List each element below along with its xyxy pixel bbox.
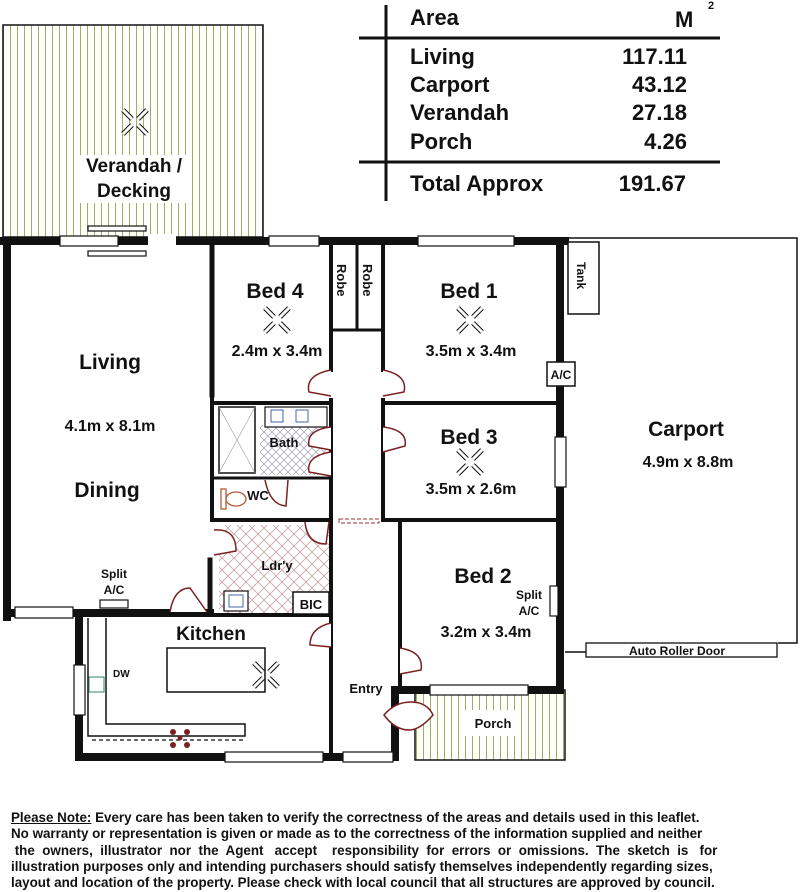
- ceiling-fan-icon: [265, 308, 289, 332]
- bed4-label: Bed 4: [246, 280, 304, 303]
- verandah-decking: [3, 25, 263, 237]
- laundry-label: Ldr'y: [261, 558, 293, 573]
- bed1-size: 3.5m x 3.4m: [425, 343, 517, 360]
- bed1-label: Bed 1: [440, 280, 498, 303]
- area-header-label: Area: [410, 5, 459, 30]
- verandah-label: Verandah /: [85, 156, 183, 177]
- ceiling-fan-icon: [458, 308, 482, 332]
- bed2-split-ac-unit: [550, 586, 558, 616]
- area-header-unit: M: [675, 7, 694, 32]
- area-row-label: Verandah: [410, 100, 510, 125]
- carport-label: Carport: [648, 418, 724, 441]
- living-size: 4.1m x 8.1m: [64, 418, 156, 435]
- bed3-size: 3.5m x 2.6m: [425, 481, 517, 498]
- area-row-label: Carport: [410, 72, 490, 97]
- note-text: Every care has been taken to verify the correctness of the areas and details used in this leaflet.: [91, 810, 700, 825]
- disclaimer-note: [11, 810, 793, 891]
- entry-label: Entry: [349, 681, 383, 696]
- dw-label: DW: [113, 669, 130, 680]
- kitchen-island: [167, 648, 265, 692]
- area-row-value: 4.26: [644, 129, 687, 154]
- ac-label: A/C: [550, 368, 572, 382]
- toilet-icon: [221, 489, 246, 509]
- note-line: illustration purposes only and intending purchasers should satisfy themselves independently regarding sizes,: [11, 858, 713, 874]
- bed4-size: 2.4m x 3.4m: [231, 343, 323, 360]
- bath-label: Bath: [269, 435, 299, 450]
- dishwasher: [89, 677, 104, 692]
- bed2-label: Bed 2: [454, 565, 512, 588]
- shower: [219, 407, 255, 473]
- area-row-value: 117.11: [622, 44, 687, 69]
- bed3-label: Bed 3: [440, 426, 498, 449]
- dining-label: Dining: [74, 479, 140, 502]
- bed2-split-ac-label: A/C: [518, 604, 540, 618]
- living-split-ac-unit: [100, 600, 128, 608]
- auto-roller-door-label: Auto Roller Door: [629, 644, 725, 658]
- split-ac-label: A/C: [103, 583, 125, 597]
- carport-outline: [565, 238, 797, 652]
- tank-label: Tank: [574, 262, 588, 290]
- note-line: [11, 810, 793, 826]
- bath-vanity: [265, 407, 327, 427]
- area-header-unit-sup: 2: [708, 0, 715, 12]
- area-row-value: 43.12: [631, 72, 687, 97]
- wc-label: WC: [247, 488, 269, 503]
- area-total-value: 191.67: [618, 171, 686, 196]
- robe-label: Robe: [360, 264, 375, 297]
- split-ac-label: Split: [101, 567, 127, 581]
- carport-size: 4.9m x 8.8m: [642, 454, 734, 471]
- area-row-label: Porch: [410, 129, 473, 154]
- porch-label: Porch: [474, 716, 512, 731]
- living-label: Living: [79, 351, 141, 374]
- note-line: the owners, illustrator nor the Agent accept responsibility for errors or omissions. The sketch is for: [11, 842, 718, 858]
- ceiling-fan-icon: [458, 450, 482, 474]
- robe-label: Robe: [334, 264, 349, 297]
- bed2-split-ac-label: Split: [516, 588, 542, 602]
- kitchen-label: Kitchen: [176, 624, 246, 645]
- area-total-label: Total Approx: [410, 171, 544, 196]
- note-line: layout and location of the property. Please check with local council that all structures are approved by council.: [11, 875, 715, 891]
- bed2-size: 3.2m x 3.4m: [440, 624, 532, 641]
- bic-label: BIC: [299, 597, 323, 612]
- area-row-value: 27.18: [631, 100, 687, 125]
- cooktop-icon: [170, 729, 190, 748]
- note-heading: Please Note:: [11, 810, 92, 825]
- note-line: No warranty or representation is given or made as to the correctness of the information supplied and neither: [11, 826, 703, 842]
- area-table: [359, 0, 720, 201]
- decking-label: Decking: [97, 181, 171, 202]
- hall-opening: [339, 519, 379, 523]
- area-row-label: Living: [410, 44, 475, 69]
